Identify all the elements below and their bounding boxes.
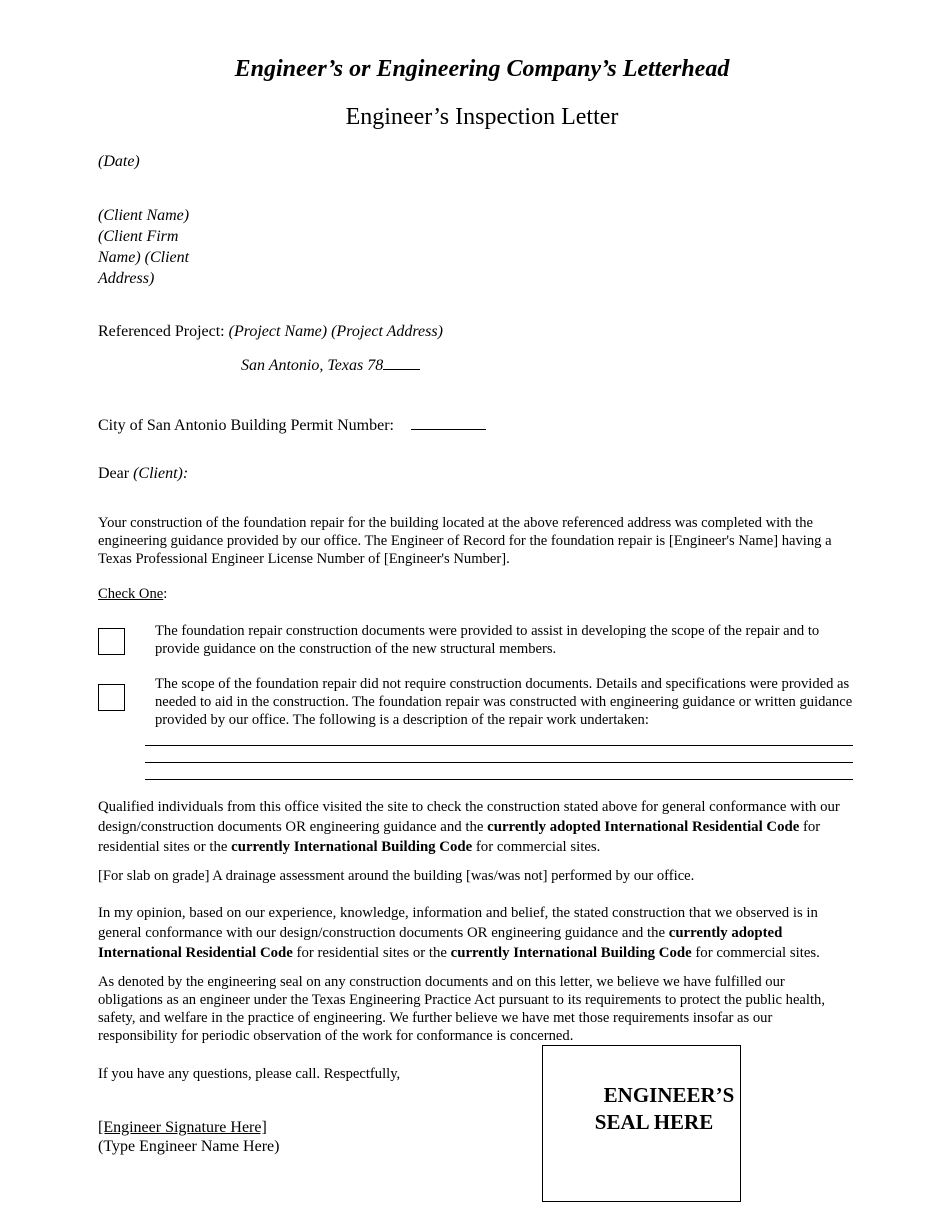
option-1-checkbox[interactable] bbox=[98, 628, 125, 655]
site-visit-text-3: for commercial sites. bbox=[472, 839, 601, 855]
permit-blank bbox=[411, 415, 486, 430]
closing-line: If you have any questions, please call. Respectfully, bbox=[98, 1066, 401, 1082]
permit-label: City of San Antonio Building Permit Number: bbox=[98, 417, 394, 434]
client-line-4: Address) bbox=[98, 270, 155, 287]
opinion-irc: currently adopted International Residential Code bbox=[98, 925, 783, 961]
client-line-1: (Client Name) bbox=[98, 207, 190, 224]
repair-description-line-1[interactable] bbox=[145, 745, 853, 746]
paragraph-site-visit bbox=[98, 797, 858, 857]
date-placeholder: (Date) bbox=[98, 153, 140, 170]
opinion-text-2: for residential sites or the bbox=[292, 945, 451, 961]
seal-line-1: ENGINEER’S bbox=[603, 1083, 735, 1107]
repair-description-line-2[interactable] bbox=[145, 762, 853, 763]
paragraph-drainage: [For slab on grade] A drainage assessment around the building [was/was not] performed by our office. bbox=[98, 868, 695, 884]
client-line-3: Name) (Client bbox=[98, 249, 190, 266]
permit-number-line bbox=[98, 415, 486, 436]
engineer-seal-text bbox=[594, 1082, 744, 1136]
option-2-text: The scope of the foundation repair did not require construction documents. Details and specifications were provided as needed to aid in the construction. The foundation repair was constructed with engineering guidance or written guidance provided by our office. The following is a description of the repair work undertaken: bbox=[155, 676, 853, 728]
salutation-prefix: Dear bbox=[98, 465, 134, 482]
option-2-checkbox[interactable] bbox=[98, 684, 125, 711]
engineer-name-placeholder: (Type Engineer Name Here) bbox=[98, 1138, 280, 1155]
opinion-ibc: currently International Building Code bbox=[450, 945, 692, 961]
salutation-client: (Client): bbox=[133, 465, 189, 482]
project-value: (Project Name) (Project Address) bbox=[228, 323, 443, 340]
check-one-text: Check One bbox=[98, 586, 164, 602]
opinion-text-3: for commercial sites. bbox=[691, 945, 820, 961]
client-address-block bbox=[98, 205, 218, 289]
referenced-project bbox=[98, 321, 443, 342]
salutation bbox=[98, 463, 188, 484]
paragraph-seal-obligations: As denoted by the engineering seal on any construction documents and on this letter, we believe we have fulfilled our obligations as an engineer under the Texas Engineering Practice Act pursuant to its requirements to protect the public health, safety, and welfare in the practice of engineering. We further believe we have met those requirements insofar as our responsibility for periodic observation of the work for conformance is concerned. bbox=[98, 974, 825, 1044]
document-title: Engineer’s Inspection Letter bbox=[345, 104, 619, 130]
project-city: San Antonio, Texas 78 bbox=[241, 357, 384, 374]
signature-placeholder: [Engineer Signature Here] bbox=[98, 1119, 267, 1136]
site-visit-text-1: Qualified individuals from this office visited the site to check the construction stated above for general conformance with our design/construction documents OR engineering guidance and the bbox=[98, 799, 840, 835]
repair-description-line-3[interactable] bbox=[145, 779, 853, 780]
option-1-text: The foundation repair construction documents were provided to assist in developing the scope of the repair and to provide guidance on the construction of the new structural members. bbox=[155, 623, 820, 657]
site-visit-irc: currently adopted International Residential Code bbox=[487, 819, 800, 835]
opinion-text-1: In my opinion, based on our experience, knowledge, information and belief, the stated construction that we observed is in general conformance with our design/construction documents OR engineering guidance and the bbox=[98, 905, 818, 941]
project-city-line bbox=[241, 355, 420, 376]
check-one-label bbox=[98, 585, 167, 603]
check-one-colon: : bbox=[163, 586, 168, 602]
paragraph-engineer-of-record: Your construction of the foundation repair for the building located at the above referenced address was completed with the engineering guidance provided by our office. The Engineer of Record for the foundation repair is [Engineer's Name] having a Texas Professional Engineer License Number of [Engineer's Number]. bbox=[98, 515, 832, 567]
signature-line bbox=[98, 1117, 267, 1138]
client-line-2: (Client Firm bbox=[98, 228, 179, 245]
site-visit-ibc: currently International Building Code bbox=[231, 839, 473, 855]
paragraph-opinion bbox=[98, 903, 863, 963]
seal-line-2: SEAL HERE bbox=[594, 1110, 714, 1134]
project-label: Referenced Project: bbox=[98, 323, 229, 340]
letterhead-title: Engineer’s or Engineering Company’s Letterhead bbox=[234, 56, 730, 82]
zip-blank bbox=[383, 355, 420, 370]
site-visit-text-2: for residential sites or the bbox=[98, 819, 821, 855]
